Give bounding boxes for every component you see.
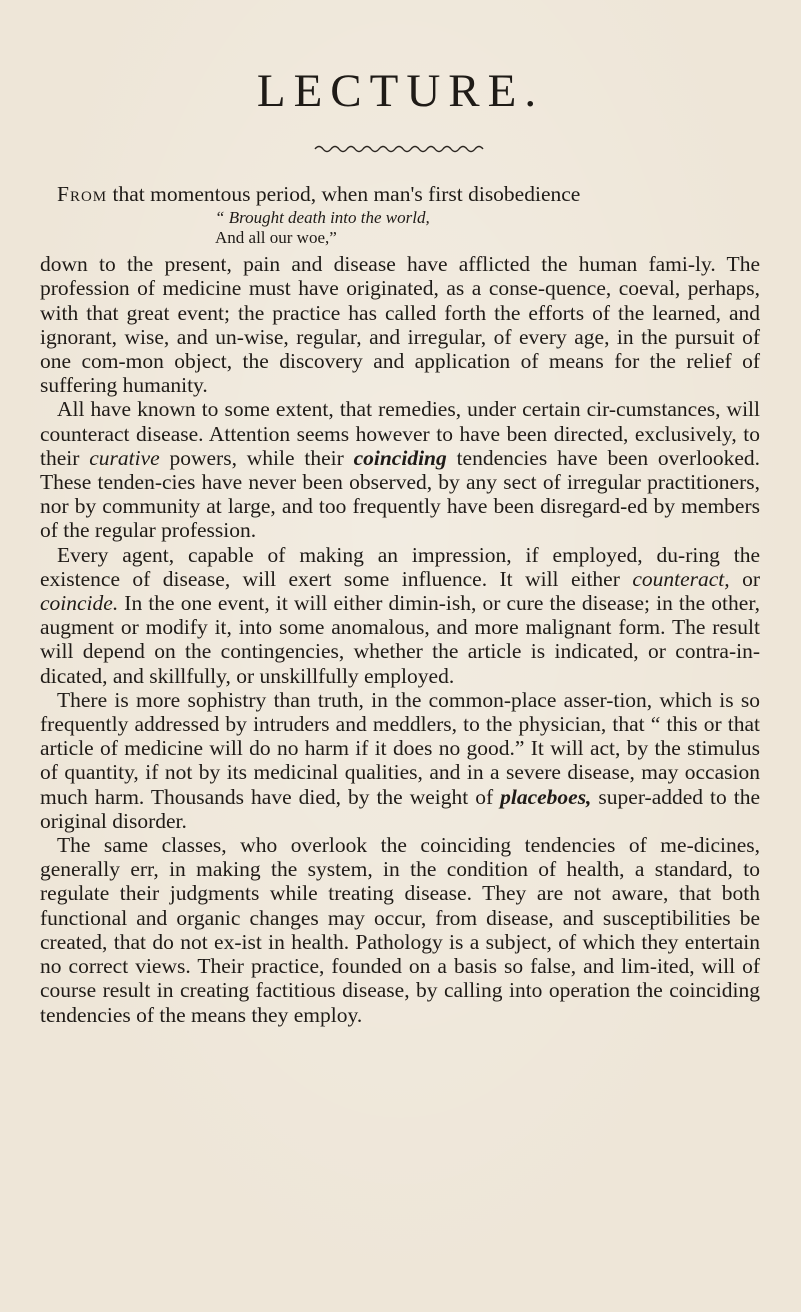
page-title: LECTURE.: [256, 65, 545, 117]
opening-lead-word: From: [57, 182, 108, 206]
opening-text: that momentous period, when man's first disobedience: [107, 182, 581, 206]
paragraph-2: [40, 397, 760, 542]
p2-text-c: tendencies have been overlooked. These tenden-cies have never been observed, by any sect of irregular practitioners, nor by community at large, and too frequently have been disregard-ed by members of the regular profession.: [40, 445, 761, 543]
p4-text-b: super-added to the original disorder.: [40, 784, 761, 833]
paragraph-5: The same classes, who overlook the coinciding tendencies of me-dicines, generally err, in making the system, in the condition of health, a standard, to regulate their judgments while treating disease. They are not aware, that both functional and organic changes may occur, from disease, and susceptibilities be created, that do not ex-ist in health. Pathology is a subject, of which they entertain no correct views. Their practice, founded on a basis so false, and lim-ited, will of course result in creating factitious disease, by calling into operation the coinciding tendencies of the means they employ.: [40, 833, 760, 1027]
p3-text-a: Every agent, capable of making an impression, if employed, du-ring the existence of disease, will exert some influence. It will either: [40, 542, 760, 591]
p4-emphasis-placeboes: placeboes,: [500, 784, 592, 809]
p4-text-a: There is more sophistry than truth, in the common-place asser-tion, which is so frequently addressed by intruders and meddlers, to the physician, that “ this or that article of medicine will do no harm if it does no good.” It will act, by the stimulus of quantity, if not by its medicinal qualities, and in a severe disease, may occasion much harm. Thousands have died, by the weight of: [40, 687, 760, 809]
p3-emphasis-counteract: counteract,: [632, 566, 730, 591]
quote-line-1: “ Brought death into the world,: [215, 208, 430, 228]
quote-line-2: And all our woe,”: [215, 228, 337, 248]
p3-text-c: In the one event, it will either dimin-ish, or cure the disease; in the other, augment or modify it, into some anomalous, and more malignant form. The result will depend on the contingencies, whether the article is indicated, or contra-in-dicated, and skillfully, or unskillfully employed.: [40, 591, 760, 688]
p3-text-b: or: [729, 566, 760, 591]
wavy-rule-ornament-icon: [313, 142, 488, 156]
paragraph-1: down to the present, pain and disease have afflicted the human fami-ly. The profession of medicine must have originated, as a conse-quence, coeval, perhaps, with that great event; the practice has called forth the efforts of the learned, and ignorant, wise, and un-wise, regular, and irregular, of every age, in the pursuit of one com-mon object, the discovery and application of means for the relief of suffering humanity.: [40, 252, 760, 398]
p2-emphasis-coinciding: coinciding: [353, 445, 447, 470]
paragraph-4: [40, 688, 760, 833]
p2-text-a: All have known to some extent, that remedies, under certain cir-cumstances, will counteract disease. Attention seems however to have been directed, exclusively, to their: [40, 397, 760, 470]
p2-text-b: powers, while their: [159, 445, 354, 470]
block-quote: [215, 206, 760, 252]
opening-line: [40, 182, 760, 206]
paragraph-3: [40, 543, 760, 688]
p2-emphasis-curative: curative: [89, 445, 160, 470]
p3-emphasis-coincide: coincide.: [40, 591, 119, 616]
lecture-body: [40, 182, 760, 1027]
